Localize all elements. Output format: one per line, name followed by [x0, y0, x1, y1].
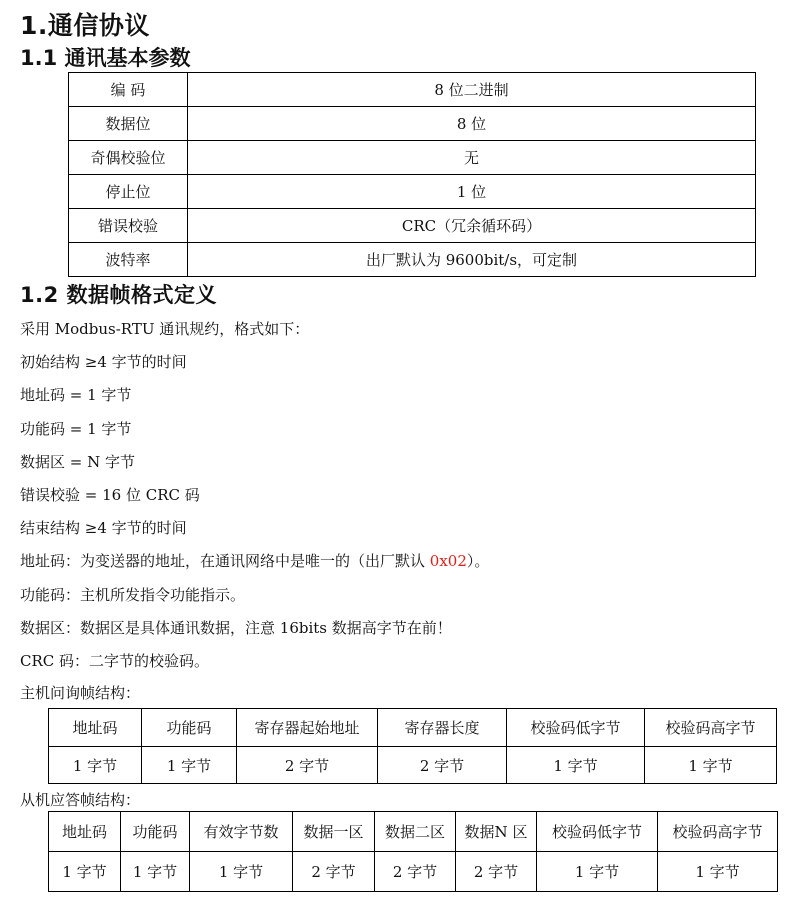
value-cell: 1 字节 — [49, 852, 121, 892]
table-row — [69, 243, 756, 277]
response-frame-label: 从机应答帧结构： — [20, 791, 141, 809]
query-frame-table — [48, 708, 777, 784]
param-value: 1 位 — [188, 175, 756, 209]
heading-frame-format: 1.2 数据帧格式定义 — [20, 283, 218, 307]
table-row — [69, 175, 756, 209]
line-data-area: 数据区 = N 字节 — [20, 452, 135, 471]
header-cell: 校验码高字节 — [645, 709, 777, 747]
value-cell: 1 字节 — [537, 852, 658, 892]
header-cell: 有效字节数 — [190, 812, 293, 852]
header-cell: 校验码低字节 — [537, 812, 658, 852]
line-error-check: 错误校验 = 16 位 CRC 码 — [20, 485, 200, 504]
param-value: 出厂默认为 9600bit/s，可定制 — [188, 243, 756, 277]
line-start-structure: 初始结构 ≥4 字节的时间 — [20, 353, 187, 372]
line-function-desc: 功能码：主机所发指令功能指示。 — [20, 585, 246, 604]
value-cell: 1 字节 — [645, 747, 777, 784]
value-cell: 1 字节 — [121, 852, 190, 892]
intro-line: 采用 Modbus-RTU 通讯规约，格式如下： — [20, 320, 310, 338]
line-address-desc — [20, 545, 489, 578]
heading-basic-params: 1.1 通讯基本参数 — [20, 46, 191, 70]
param-key: 错误校验 — [69, 209, 188, 243]
line-crc-desc: CRC 码：二字节的校验码。 — [20, 651, 210, 670]
value-cell: 2 字节 — [378, 747, 507, 784]
table-row — [49, 812, 778, 852]
value-cell: 2 字节 — [293, 852, 375, 892]
line-end-structure: 结束结构 ≥4 字节的时间 — [20, 519, 187, 538]
header-cell: 寄存器长度 — [378, 709, 507, 747]
default-address-value: 0x02 — [429, 552, 467, 571]
header-cell: 功能码 — [121, 812, 190, 852]
table-row — [69, 141, 756, 175]
table-row — [69, 107, 756, 141]
param-value: 8 位二进制 — [188, 73, 756, 107]
value-cell: 1 字节 — [507, 747, 645, 784]
value-cell: 1 字节 — [190, 852, 293, 892]
heading-protocol: 1.通信协议 — [20, 11, 150, 40]
header-cell: 数据N 区 — [456, 812, 537, 852]
table-row — [49, 852, 778, 892]
param-value: CRC（冗余循环码） — [188, 209, 756, 243]
table-row — [49, 709, 777, 747]
header-cell: 校验码高字节 — [658, 812, 778, 852]
response-frame-table — [48, 811, 778, 892]
address-desc-text: 地址码：为变送器的地址，在通讯网络中是唯一的（出厂默认 — [20, 552, 430, 571]
header-cell: 寄存器起始地址 — [237, 709, 378, 747]
value-cell: 1 字节 — [49, 747, 142, 784]
header-cell: 数据一区 — [293, 812, 375, 852]
line-function-code: 功能码 = 1 字节 — [20, 419, 132, 438]
params-table — [68, 72, 756, 277]
table-row — [49, 747, 777, 784]
header-cell: 功能码 — [142, 709, 237, 747]
param-key: 奇偶校验位 — [69, 141, 188, 175]
line-data-desc: 数据区：数据区是具体通讯数据，注意 16bits 数据高字节在前！ — [20, 618, 452, 637]
header-cell: 数据二区 — [375, 812, 456, 852]
table-row — [69, 209, 756, 243]
param-key: 停止位 — [69, 175, 188, 209]
value-cell: 2 字节 — [237, 747, 378, 784]
param-key: 编 码 — [69, 73, 188, 107]
value-cell: 2 字节 — [456, 852, 537, 892]
param-key: 波特率 — [69, 243, 188, 277]
header-cell: 地址码 — [49, 709, 142, 747]
param-key: 数据位 — [69, 107, 188, 141]
param-value: 8 位 — [188, 107, 756, 141]
param-value: 无 — [188, 141, 756, 175]
value-cell: 2 字节 — [375, 852, 456, 892]
line-address-code: 地址码 = 1 字节 — [20, 386, 132, 405]
header-cell: 校验码低字节 — [507, 709, 645, 747]
header-cell: 地址码 — [49, 812, 121, 852]
address-desc-end: ）。 — [466, 552, 490, 571]
value-cell: 1 字节 — [142, 747, 237, 784]
table-row — [69, 73, 756, 107]
value-cell: 1 字节 — [658, 852, 778, 892]
frame-description — [20, 313, 489, 678]
query-frame-label: 主机问询帧结构： — [20, 684, 141, 702]
